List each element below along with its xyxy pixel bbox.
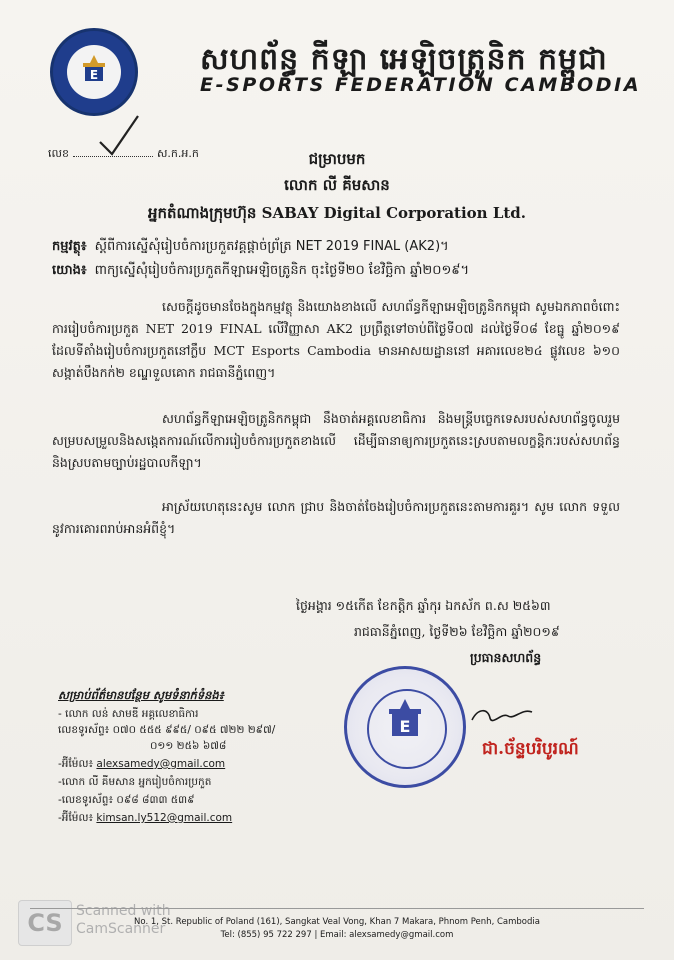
recipient-name: លោក លី គីមសាន: [284, 176, 390, 194]
contact-line: លេខទូរស័ព្ទ៖ ០៧០ ៥៥៥ ៩៩៥/ ០៩៥ ៧២២ ២៩៧/: [58, 724, 276, 736]
reference-suffix: ស.ក.អ.ក: [156, 147, 199, 160]
subject-label: កម្មវត្ថុ៖: [52, 239, 87, 254]
body-paragraph-1: សេចក្តីដូចមានចែងក្នុងកម្មវត្ថុ និងយោងខាងលើ សហព័ន្ធកីឡាអេឡិចត្រូនិកកម្ពុជា សូមឯកភាពចំពោះការរៀបចំការប្រកួត NET 2019 FINAL លើវិញ្ញាសា AK2 ប្រព្រឹត្តទៅចាប់ពីថ្ងៃទី០៧ ដល់ថ្ងៃទី០៨ ខែធ្នូ ឆ្នាំ២០១៩ ដែលទីតាំងរៀបចំការប្រកួតនៅក្លឹប MCT Esports Cambodia មានអាសយដ្ឋាននៅ អគារលេខ២៤ ផ្លូវលេខ ៦១០ សង្កាត់បឹងកក់២ ខណ្ឌទួលគោក រាជធានីភ្នំពេញ។: [52, 299, 620, 380]
federation-logo: [50, 28, 138, 116]
contact-line: -លេខទូរស័ព្ទ៖ ០៩៨ ៨៣៣ ៥៣៩: [58, 794, 195, 806]
email-link[interactable]: alexsamedy@gmail.com: [96, 758, 226, 770]
contact-line: - លោក លន់ សាមឌី អគ្គលេខាធិការ: [58, 708, 199, 720]
seal-emblem-icon: [381, 699, 429, 743]
temple-e-icon: [77, 55, 111, 85]
subject-line: [52, 238, 449, 257]
reference-line-text: ពាក្យស្នើសុំរៀបចំការប្រកួតកីឡាអេឡិចត្រូនិក ចុះថ្ងៃទី២០ ខែវិច្ឆិកា ឆ្នាំ២០១៩។: [94, 263, 470, 278]
email-label: -អ៊ីម៉ែល៖: [58, 812, 94, 824]
lunar-date: ថ្ងៃអង្គារ ១៥កើត ខែកត្តិក ឆ្នាំកុរ ឯកស័ក ព.ស ២៥៦៣: [296, 598, 551, 613]
contact-email-row: [58, 758, 225, 773]
body-paragraph-3: អាស្រ័យហេតុនេះសូម លោក ជ្រាប និងចាត់ចែងរៀបចំការប្រកួតនេះតាមការគួរ។ សូម លោក ទទួលនូវការគោរពរាប់អានអំពីខ្ញុំ។: [52, 499, 620, 536]
recipient-title: អ្នកតំណាងក្រុមហ៊ុន SABAY Digital Corporation Ltd.: [147, 204, 527, 222]
signatory-name: ជា.ច័ន្ទបរិបូរណ៍: [482, 739, 579, 759]
header-title-english: E-SPORTS FEDERATION CAMBODIA: [200, 74, 642, 96]
contact-line: -លោក លី គីមសាន អ្នករៀបចំការប្រកួត: [58, 776, 212, 788]
salutation: ជម្រាបមក: [308, 150, 366, 168]
signatory-position: ប្រធានសហព័ន្ធ: [470, 650, 542, 665]
svg-text:E: E: [89, 68, 99, 82]
footer-address: No. 1, St. Republic of Poland (161), Sangkat Veal Vong, Khan 7 Makara, Phnom Penh, Cambodia: [134, 917, 540, 927]
reference-line: [52, 262, 469, 281]
handwritten-signature-icon: [468, 702, 538, 730]
reference-label: លេខ: [48, 147, 69, 160]
contact-line: ០១១ ២៥៦ ៦៧៨: [150, 740, 227, 752]
contact-email-row: [58, 812, 232, 827]
email-label: -អ៊ីម៉ែល៖: [58, 758, 94, 770]
reference-line-label: យោង៖: [52, 263, 87, 278]
watermark-line-2: CamScanner: [76, 921, 166, 937]
body-paragraph-2: សហព័ន្ធកីឡាអេឡិចត្រូនិកកម្ពុជា នឹងចាត់អគ្គលេខាធិការ និងមន្ត្រីបច្ចេកទេសរបស់សហព័ន្ធចូលរួមសម្របសម្រួលនិងសង្កេតការណ៍លើការរៀបចំការប្រកួតខាងលើ ដើម្បីធានាឲ្យការប្រកួតនេះស្របតាមលក្ខន្តិកៈរបស់សហព័ន្ធ និងស្របតាមច្បាប់រដ្ឋបាលកីឡា។: [52, 411, 620, 470]
footer-contact: Tel: (855) 95 722 297 | Email: alexsamedy@gmail.com: [220, 930, 454, 940]
watermark-line-1: Scanned with: [76, 903, 171, 919]
contact-heading: សម្រាប់ព័ត៌មានបន្ថែម សូមទំនាក់ទំនង៖: [58, 688, 224, 702]
official-seal: [344, 666, 466, 788]
header-title-khmer: សហព័ន្ធ កីឡា អេឡិចត្រូនិក កម្ពុជា: [200, 42, 608, 77]
email-link[interactable]: kimsan.ly512@gmail.com: [96, 812, 233, 824]
letter-date: រាជធានីភ្នំពេញ, ថ្ងៃទី២៦ ខែវិច្ឆិកា ឆ្នាំ២០១៩: [354, 624, 560, 639]
subject-text: ស្តីពីការស្នើសុំរៀបចំការប្រកួតវគ្គផ្តាច់ព្រ័ត្រ NET 2019 FINAL (AK2)។: [94, 239, 449, 254]
svg-text:E: E: [399, 717, 411, 736]
camscanner-logo: CS: [18, 900, 72, 946]
footer-divider: [30, 908, 644, 909]
